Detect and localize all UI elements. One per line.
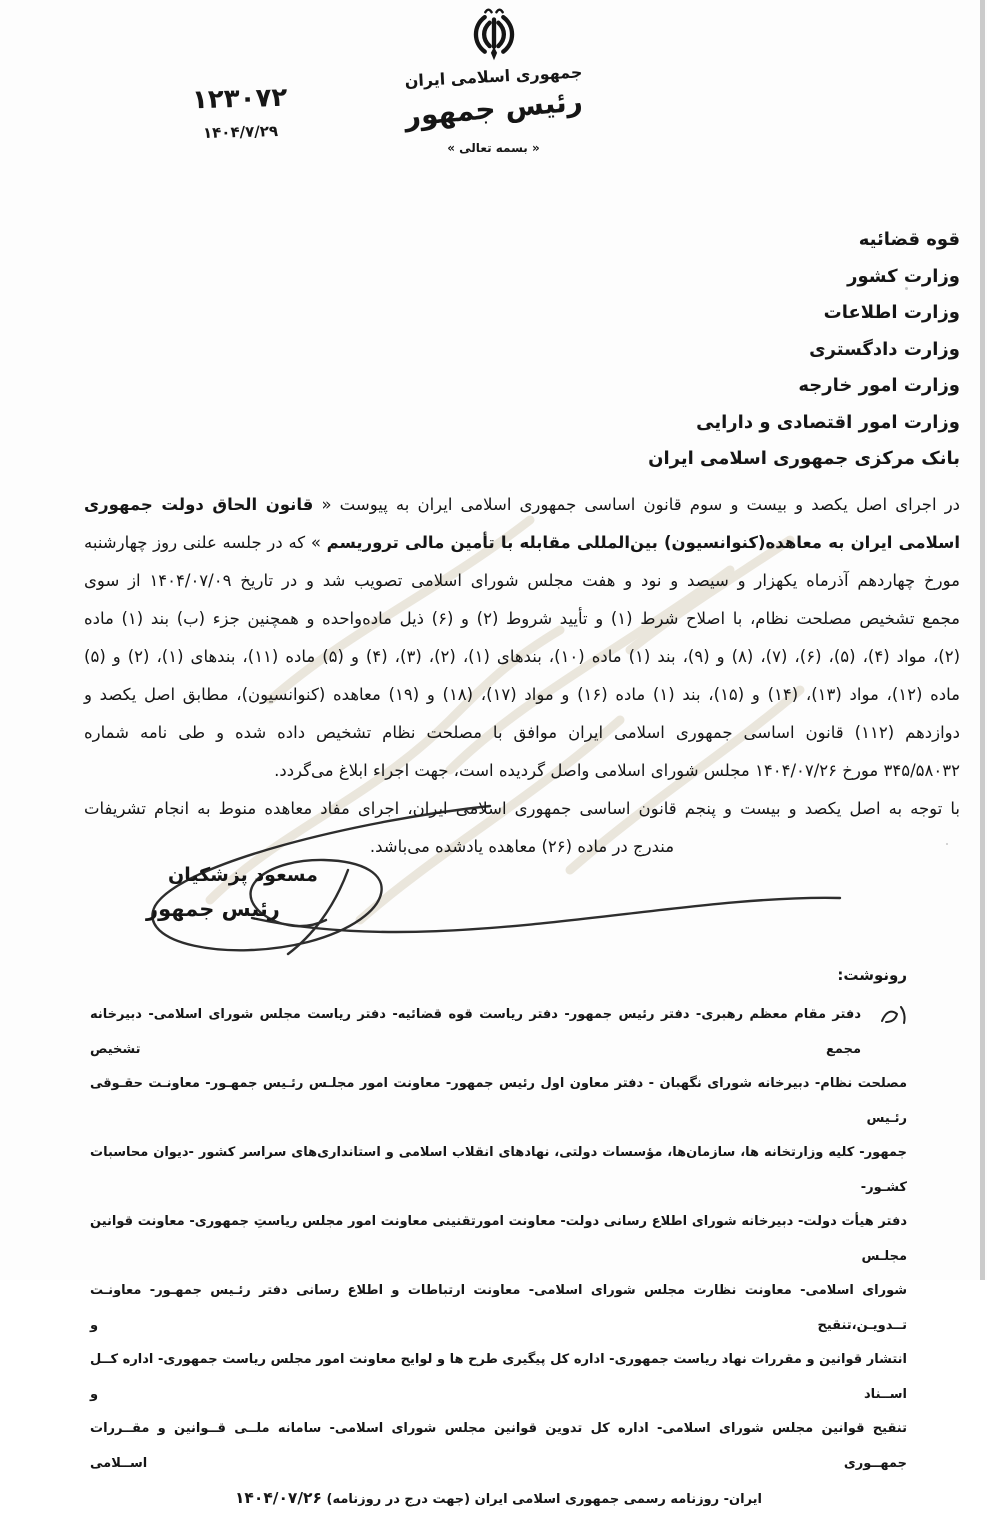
- body-line: [84, 562, 960, 600]
- text-segment: مجمع تشخیص مصلحت نظام، با اصلاح شرط (۱) و تأیید شروط (۲) و (۶) ذیل ماده‌واحده و همچنین جزء (ب) بند (۱) ماده: [84, 609, 960, 628]
- text-segment: تنقیح قوانین مجلس شورای اسلامی- اداره کل تدوین قوانین مجلس شورای اسلامی- سامانه ملــی قــوانین و مقــررات جمهــوری اســلامی: [90, 1421, 907, 1471]
- text-segment: مندرج در ماده (۲۶) معاهده یادشده می‌باشد.: [369, 837, 675, 856]
- text-segment: ایران- روزنامه رسمی جمهوری اسلامی ایران (جهت درج در روزنامه): [321, 1492, 763, 1507]
- handwritten-signature: [110, 778, 870, 968]
- body-line: [84, 676, 960, 714]
- text-segment: مورخ چهاردهم آذرماه یکهزار و سیصد و نود و هفت مجلس شورای اسلامی تصویب شد و در تاریخ ۱۴۰۴/۰۷/۰۹ از سوی: [84, 571, 960, 590]
- text-segment: اسلامی ایران به معاهده(کنوانسیون) بین‌المللی مقابله با تأمین مالی تروریسم: [326, 533, 960, 552]
- cc-line: [90, 1136, 907, 1205]
- country-title: جمهوری اسلامی ایران: [404, 62, 583, 91]
- text-segment: قانون الحاق دولت جمهوری: [84, 495, 314, 514]
- recipient-line: وزارت اطلاعات: [823, 302, 960, 323]
- text-segment: شورای اسلامی- معاونت نظارت مجلس شورای اسلامی- معاونت ارتباطات و اطلاع رسانی دفتر رئـیس جمهـور- معاونـت تــدویـن،تنقیح و: [90, 1283, 907, 1333]
- text-segment: مصلحت نظام- دبیرخانه شورای نگهبان - دفتر معاون اول رئیس جمهور- معاونت امور مجلـس رئـیس جمهـور- معاونـت حقـوقی رئـیس: [90, 1076, 907, 1126]
- text-segment: با توجه به اصل یکصد و بیست و پنجم قانون اساسی جمهوری اسلامی ایران، اجرای مفاد معاهده منوط به انجام تشریفات: [84, 799, 960, 818]
- cc-label: رونوشت:: [837, 966, 907, 984]
- cc-line: [90, 998, 907, 1067]
- text-segment: جمهور- کلیه وزارتخانه ها، سازمان‌ها، مؤسسات دولتی، نهادهای انقلاب اسلامی و استانداری‌های سراسر کشور -دیوان محاسبات کشـور-: [90, 1145, 907, 1195]
- signature-name: مسعود پزشکیان: [168, 864, 318, 886]
- cc-line: [90, 1343, 907, 1412]
- recipients-list: [648, 222, 960, 478]
- text-segment: » که در جلسه علنی روز چهارشنبه: [84, 533, 327, 552]
- text-segment: دوازدهم (۱۱۲) قانون اساسی جمهوری اسلامی ایران موافق با مصلحت نظام تشخیص داده شده و طی نامه شماره: [84, 723, 960, 742]
- text-segment: ماده (۱۲)، مواد (۱۳)، (۱۴) و (۱۵)، بند (۱) ماده (۱۶) و مواد (۱۷)، (۱۸) و (۱۹) معاهده (کنوانسیون)، مطابق اصل یکصد و: [84, 685, 960, 704]
- scan-edge-line: [980, 0, 985, 1280]
- reference-date: ۱۴۰۴/۷/۲۹: [202, 122, 279, 142]
- recipient-line: وزارت کشور: [847, 265, 960, 287]
- recipient-line: وزارت امور اقتصادی و دارایی: [696, 411, 960, 433]
- body-line: [84, 600, 960, 638]
- office-title: رئیس جمهور: [403, 84, 584, 133]
- cc-line: [90, 1067, 907, 1136]
- body-line: [84, 524, 960, 562]
- cc-line: [90, 1274, 907, 1343]
- iran-emblem-icon: [463, 6, 525, 64]
- recipient-line: وزارت امور خارجه: [798, 375, 960, 396]
- text-segment: انتشار قوانین و مقررات نهاد ریاست جمهوری- اداره کل پیگیری طرح ها و لوایح معاونت امور مجلس ریاست جمهوری- اداره کــل اســناد و: [90, 1352, 907, 1402]
- cc-line: [90, 1205, 907, 1274]
- text-segment: ۳۴۵/۵۸۰۳۲ مورخ ۱۴۰۴/۰۷/۲۶ مجلس شورای اسلامی واصل گردیده است، جهت اجراء ابلاغ می‌گردد.: [274, 761, 960, 780]
- body-line: [84, 714, 960, 752]
- cc-line: [90, 1481, 907, 1518]
- signature-title: رئیس جمهور: [146, 897, 280, 921]
- recipient-line: قوه قضائیه: [858, 229, 960, 250]
- text-segment: ۱۴۰۴/۰۷/۲۶: [234, 1489, 322, 1507]
- text-segment: (۲)، مواد (۴)، (۵)، (۶)، (۷)، (۸) و (۹)، بند (۱) ماده (۱۰)، بندهای (۱)، (۲)، (۳)، (۴) و (۵) ماده (۱۱)، بندهای (۱)، (۲) و (۵): [84, 647, 961, 666]
- recipient-line: بانک مرکزی جمهوری اسلامی ایران: [648, 448, 960, 469]
- body-line: [84, 638, 960, 676]
- text-segment: در اجرای اصل یکصد و بیست و سوم قانون اساسی جمهوری اسلامی ایران به پیوست «: [313, 495, 961, 514]
- handwritten-check-mark: [877, 1001, 911, 1029]
- bismillah-text: « بسمه تعالی »: [447, 141, 540, 155]
- body-line: [84, 486, 960, 524]
- reference-number: ۱۲۳۰۷۲: [191, 82, 288, 116]
- cc-list: [90, 998, 907, 1518]
- cc-line: [90, 1412, 907, 1481]
- recipient-line: وزارت دادگستری: [809, 338, 960, 360]
- text-segment: دفتر مقام معظم رهبری- دفتر رئیس جمهور- دفتر ریاست قوه قضائیه- دفتر ریاست مجلس شورای اسلامی- دبیرخانه مجمع تشخیص: [90, 1007, 861, 1057]
- reference-block: [147, 82, 332, 144]
- text-segment: دفتر هیأت دولت- دبیرخانه شورای اطلاع رسانی دولت- معاونت امورتقنینی معاونت امور مجلس ریاستِ جمهوری- معاونت قوانین مجلـس: [90, 1214, 907, 1264]
